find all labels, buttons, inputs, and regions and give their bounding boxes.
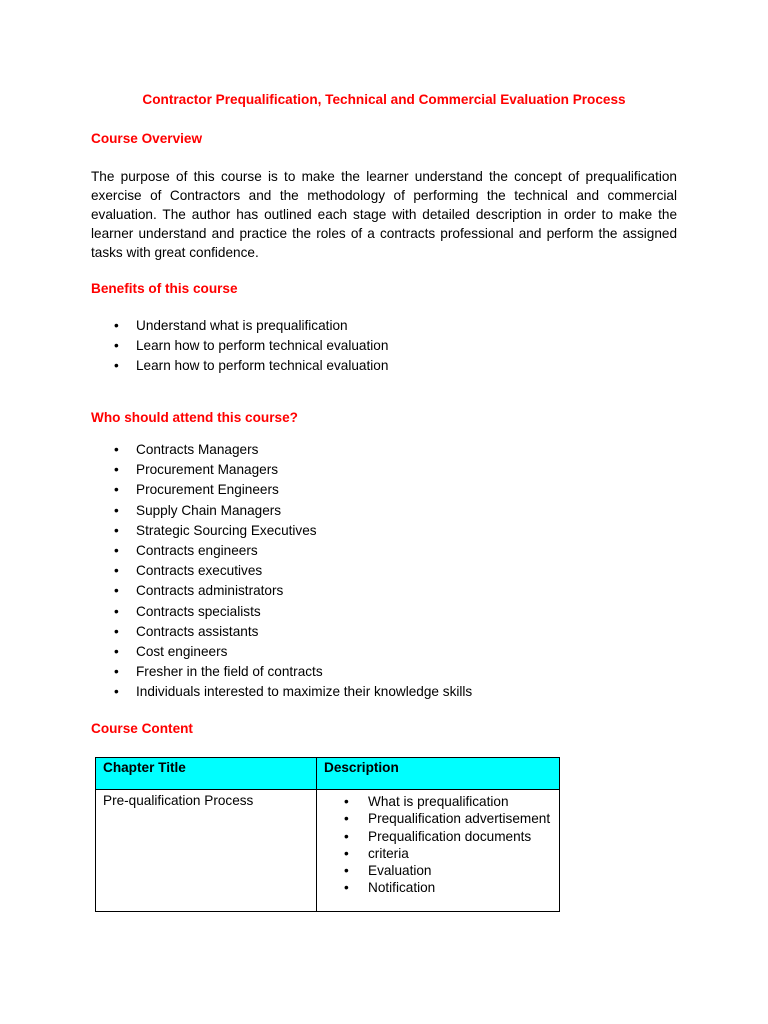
description-list (317, 793, 559, 897)
description-cell (317, 790, 560, 912)
list-item: • Individuals interested to maximize their knowledge skills (91, 682, 472, 702)
list-item: • Supply Chain Managers (91, 501, 472, 521)
course-overview-text: The purpose of this course is to make the learner understand the concept of prequalification exercise of Contractors and the methodology of performing the technical and commercial evaluation. The author has outlined each stage with detailed description in order to make the learner understand and practice the roles of a contracts professional and perform the assigned tasks with great confidence. (91, 169, 677, 260)
benefits-heading: Benefits of this course (91, 281, 238, 296)
chapter-title-cell: Pre-qualification Process (96, 790, 317, 912)
list-item: • Contracts specialists (91, 602, 472, 622)
list-item: • What is prequalification (317, 793, 559, 810)
list-item: • Contracts Managers (91, 440, 472, 460)
list-item: • Contracts administrators (91, 581, 472, 601)
column-header-chapter-title: Chapter Title (96, 758, 317, 790)
list-item: • Evaluation (317, 862, 559, 879)
list-item: • Learn how to perform technical evaluation (91, 356, 388, 376)
list-item: • Procurement Engineers (91, 480, 472, 500)
list-item: • criteria (317, 845, 559, 862)
list-item: • Cost engineers (91, 642, 472, 662)
audience-heading: Who should attend this course? (91, 410, 298, 425)
course-content-heading: Course Content (91, 721, 193, 736)
list-item: • Notification (317, 879, 559, 896)
list-item: • Fresher in the field of contracts (91, 662, 472, 682)
column-header-description: Description (317, 758, 560, 790)
table-header-row (96, 758, 560, 790)
list-item: • Procurement Managers (91, 460, 472, 480)
course-content-table (95, 757, 560, 912)
list-item: • Contracts executives (91, 561, 472, 581)
list-item: • Contracts engineers (91, 541, 472, 561)
benefits-list (91, 316, 388, 377)
list-item: • Prequalification documents (317, 828, 559, 845)
list-item: • Contracts assistants (91, 622, 472, 642)
list-item: • Understand what is prequalification (91, 316, 388, 336)
list-item: • Strategic Sourcing Executives (91, 521, 472, 541)
list-item: • Learn how to perform technical evaluation (91, 336, 388, 356)
table-row (96, 790, 560, 912)
document-title: Contractor Prequalification, Technical and Commercial Evaluation Process (142, 92, 626, 107)
list-item: • Prequalification advertisement (317, 810, 559, 827)
audience-list (91, 440, 472, 702)
course-overview-heading: Course Overview (91, 131, 203, 146)
